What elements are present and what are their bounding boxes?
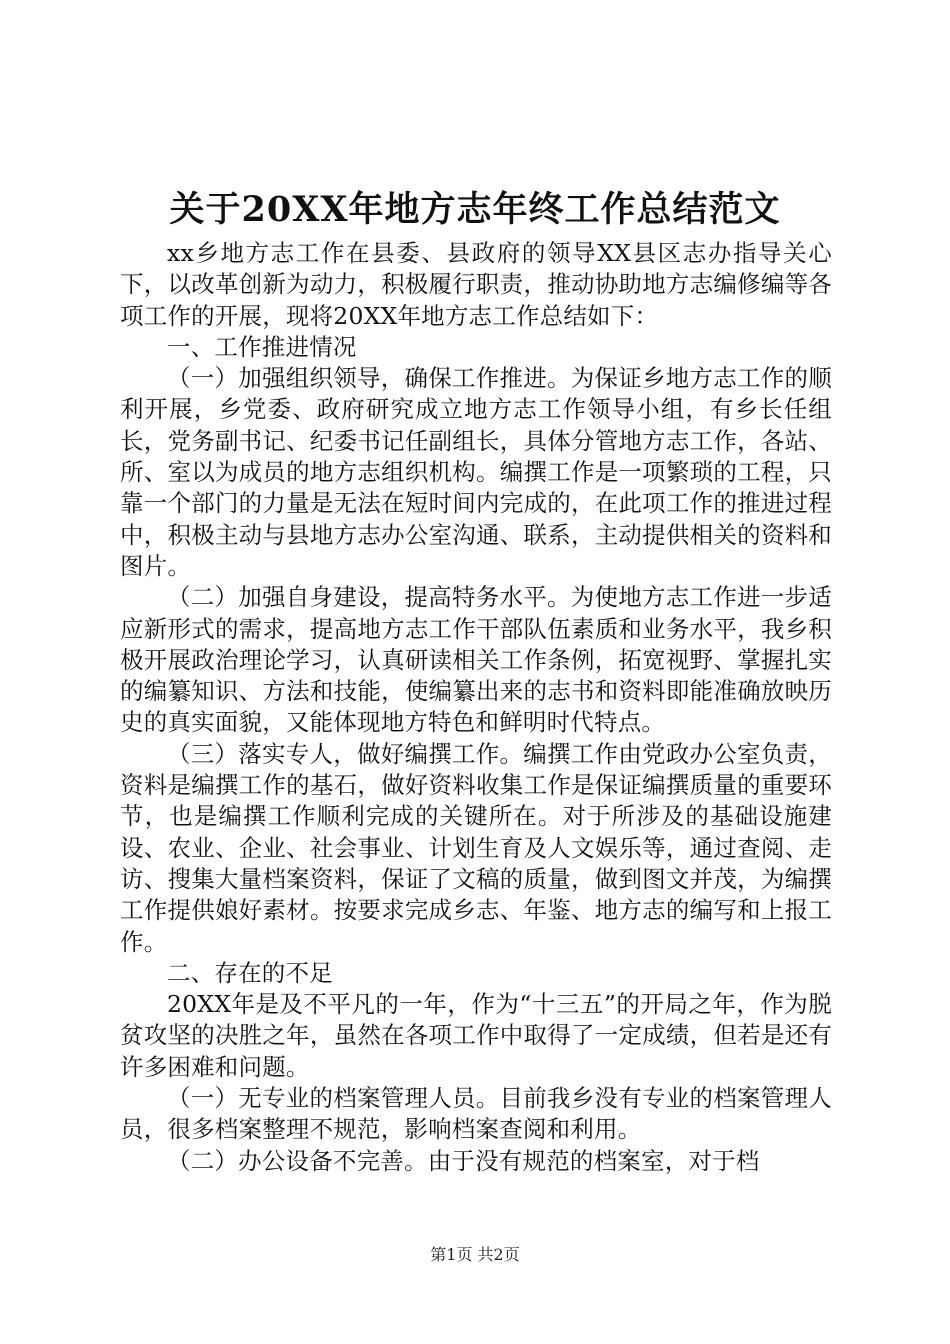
paragraph-organization: （一）加强组织领导，确保工作推进。为保证乡地方志工作的顺利开展，乡党委、政府研究成立地方志工作领导小组，有乡长任组长，党务副书记、纪委书记任副组长，具体分管地方志工作，各站、所、室以为成员的地方志组织机构。编撰工作是一项繁琐的工程，只靠一个部门的力量是无法在短时间内完成的，在此项工作的推进过程中，积极主动与县地方志办公室沟通、联系，主动提供相关的资料和图片。 [120,364,832,580]
page-footer: 第1页 共2页 [430,1245,520,1264]
paragraph-archive-staff: （一）无专业的档案管理人员。目前我乡没有专业的档案管理人员，很多档案整理不规范，影响档案查阅和利用。 [120,1084,832,1144]
paragraph-year-summary: 20XX年是及不平凡的一年，作为“十三五”的开局之年，作为脱贫攻坚的决胜之年，虽然在各项工作中取得了一定成绩，但若是还有许多困难和问题。 [120,990,832,1081]
paragraph-self-building: （二）加强自身建设，提高特务水平。为使地方志工作进一步适应新形式的需求，提高地方志工作干部队伍素质和业务水平，我乡积极开展政治理论学习，认真研读相关工作条例，拓宽视野、掌握扎实的编纂知识、方法和技能，使编纂出来的志书和资料即能准确放映历史的真实面貌，又能体现地方特色和鲜明时代特点。 [120,583,832,737]
paragraph-compilation: （三）落实专人，做好编撰工作。编撰工作由党政办公室负责，资料是编撰工作的基石，做好资料收集工作是保证编撰质量的重要环节，也是编撰工作顺利完成的关键所在。对于所涉及的基础设施建设、农业、企业、社会事业、计划生育及人文娱乐等，通过查阅、走访、搜集大量档案资料，保证了文稿的质量，做到图文并茂，为编撰工作提供娘好素材。按要求完成乡志、年鉴、地方志的编写和上报工作。 [120,739,832,956]
paragraph-office-equipment: （二）办公设备不完善。由于没有规范的档案室，对于档 [167,1146,760,1175]
document-title: 关于20XX年地方志年终工作总结范文 [169,189,781,230]
section-heading-progress: 一、工作推进情况 [167,332,357,361]
section-heading-shortcomings: 二、存在的不足 [167,958,333,987]
intro-paragraph: xx乡地方志工作在县委、县政府的领导XX县区志办指导关心下，以改革创新为动力，积极履行职责，推动协助地方志编修编等各项工作的开展，现将20XX年地方志工作总结如下： [120,239,832,330]
document-body [120,238,832,1177]
